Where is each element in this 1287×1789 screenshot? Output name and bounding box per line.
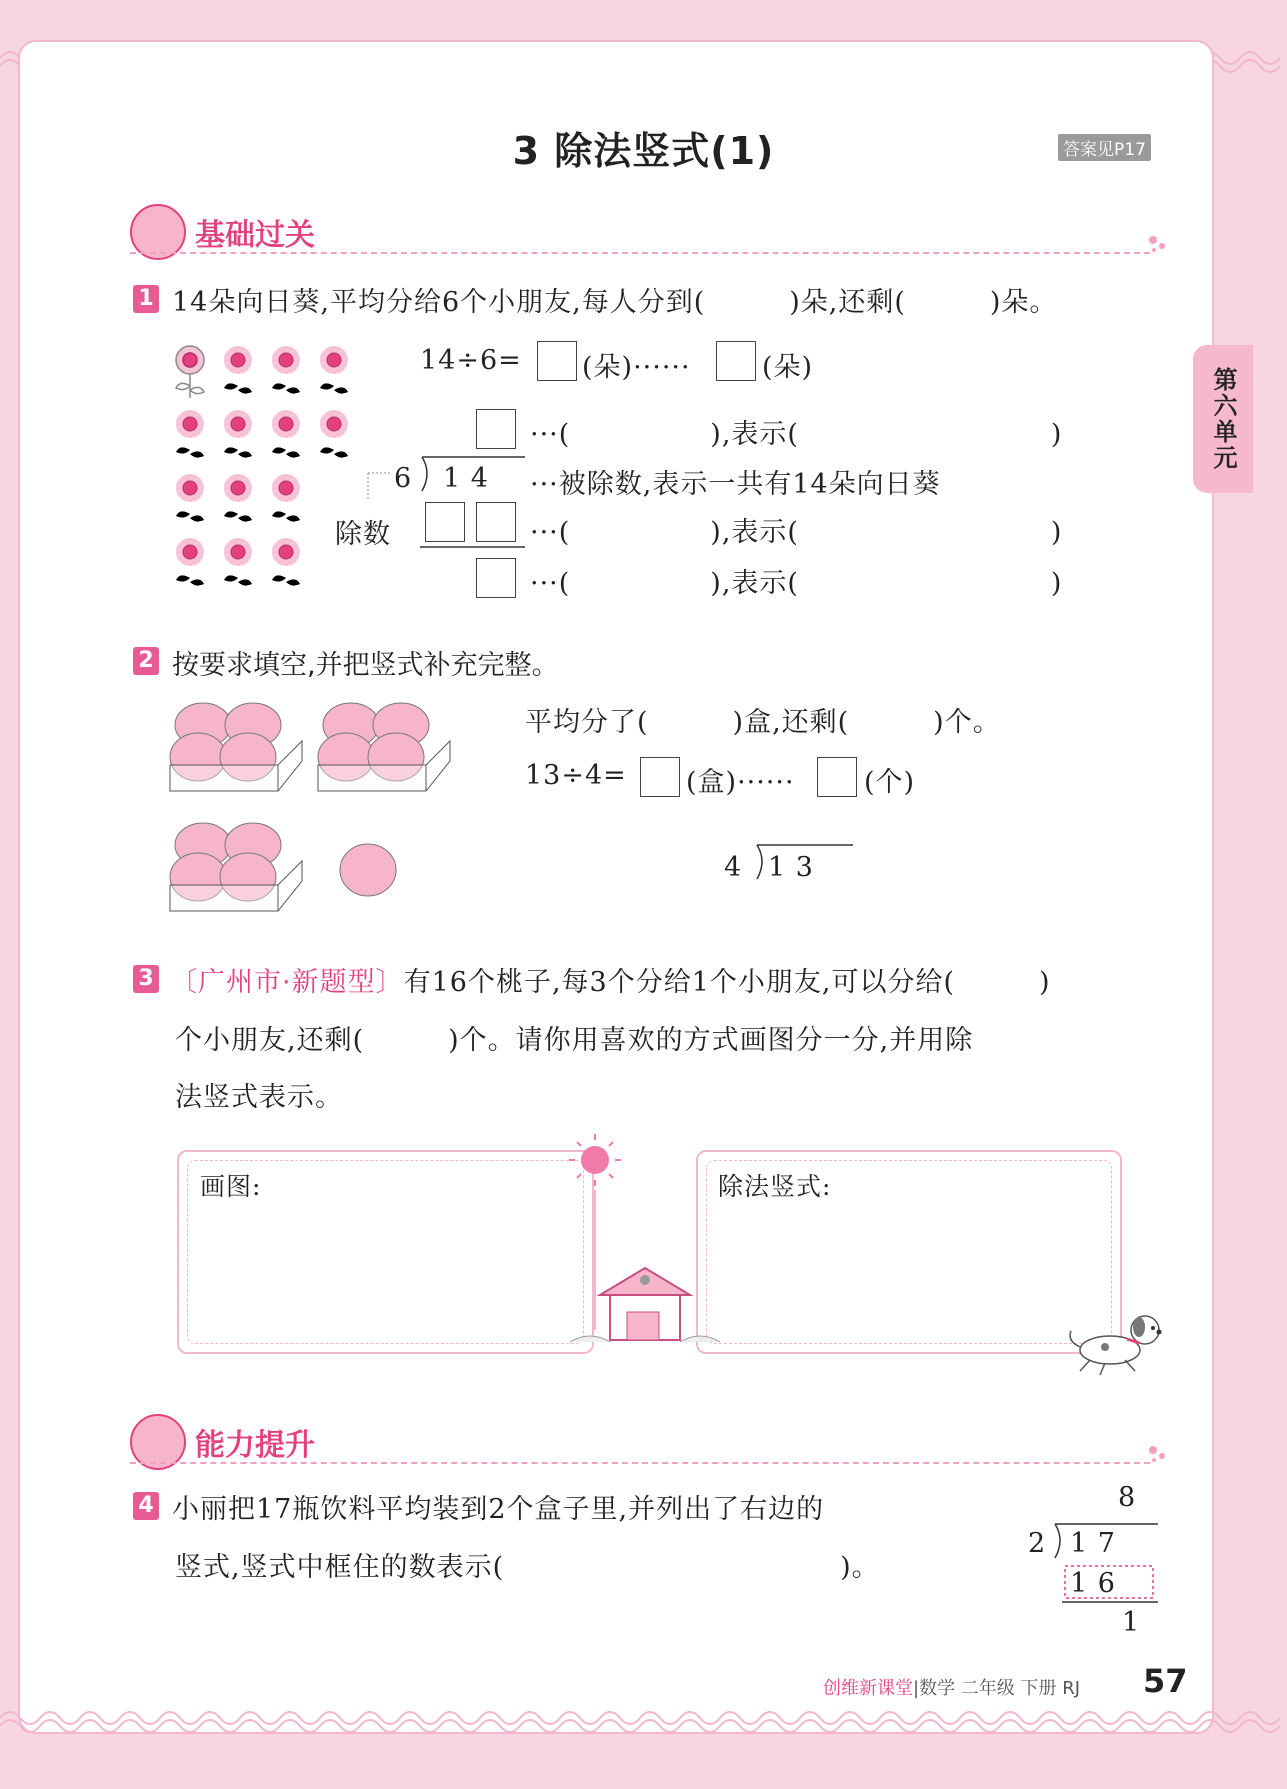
q2-remainder-box[interactable]: [817, 757, 857, 797]
q2-dividend: 1 3: [768, 852, 814, 883]
section-divider: [130, 252, 1150, 254]
footer-brand: 创维新课堂: [823, 1678, 913, 1699]
q2-quotient-box[interactable]: [640, 757, 680, 797]
bottom-wave-border: [0, 1704, 1287, 1744]
section-heading-basic: 基础过关: [195, 218, 315, 253]
q1-quotient-box[interactable]: [537, 341, 577, 381]
footer-subject: |数学 二年级 下册 RJ: [913, 1678, 1081, 1699]
q3-line2: 个小朋友,还剩( )个。请你用喜欢的方式画图分一分,并用除: [175, 1025, 974, 1056]
q1-divisor-label: 除数: [335, 519, 391, 550]
question-number-4: 4: [133, 1492, 159, 1520]
q4-line2: 竖式,竖式中框住的数表示( )。: [175, 1552, 880, 1583]
q1-text: 14朵向日葵,平均分给6个小朋友,每人分到( )朵,还剩( )朵。: [172, 287, 1058, 318]
q1-product-tens-box[interactable]: [425, 502, 465, 542]
q1-row2-explain: ···被除数,表示一共有14朵向日葵: [530, 469, 941, 500]
q4-dividend: 1 7: [1070, 1528, 1116, 1559]
unit-tab: 第六单元: [1193, 345, 1253, 493]
section-heading-advanced: 能力提升: [195, 1428, 315, 1463]
dog-icon: [1065, 1305, 1170, 1380]
q2-divisor: 4: [724, 852, 743, 883]
house-sun-icon: [565, 1130, 725, 1365]
lesson-title: 3 除法竖式(1): [512, 129, 775, 173]
q4-product-boxed: 1 6: [1070, 1568, 1116, 1599]
answer-reference: 答案见P17: [1058, 134, 1151, 161]
q1-equation-unit1: (朵)······: [582, 352, 691, 383]
footer-info: [823, 1674, 1080, 1700]
q1-div-quotient-box[interactable]: [476, 409, 516, 449]
q3-source-tag: 〔广州市·新题型〕: [170, 967, 404, 998]
q3-line3: 法竖式表示。: [175, 1082, 343, 1113]
q2-equation-unit2: (个): [864, 767, 916, 798]
sunflowers-image: [170, 340, 370, 605]
peach-boxes-image: [168, 695, 468, 925]
q3-division-label: 除法竖式:: [718, 1172, 832, 1201]
question-number-3: 3: [133, 965, 159, 993]
q1-row1-explain: ···( ),表示( ): [530, 419, 1063, 450]
q4-divisor: 2: [1028, 1528, 1047, 1559]
q3-line1: 有16个桃子,每3个分给1个小朋友,可以分给( ): [403, 967, 1051, 998]
q1-equation-left: 14÷6=: [420, 345, 522, 376]
q1-row4-explain: ···( ),表示( ): [530, 568, 1063, 599]
q4-quotient: 8: [1118, 1482, 1137, 1513]
q4-remainder: 1: [1122, 1607, 1141, 1638]
q2-equation-unit1: (盒)······: [686, 767, 795, 798]
question-number-1: 1: [133, 285, 159, 313]
q1-dividend: 1 4: [443, 463, 489, 494]
q3-line1-container: [170, 960, 1051, 999]
q1-equation-unit2: (朵): [762, 352, 814, 383]
q2-text: 按要求填空,并把竖式补充完整。: [172, 650, 559, 681]
dots-icon: [1148, 234, 1168, 254]
q1-product-ones-box[interactable]: [476, 502, 516, 542]
q1-divisor: 6: [394, 463, 413, 494]
q1-remainder-box[interactable]: [716, 341, 756, 381]
section-divider: [130, 1462, 1150, 1464]
q4-line1: 小丽把17瓶饮料平均装到2个盒子里,并列出了右边的: [172, 1494, 825, 1525]
question-number-2: 2: [133, 647, 159, 675]
q3-draw-label: 画图:: [200, 1172, 262, 1201]
q1-remainder-row-box[interactable]: [476, 558, 516, 598]
dots-icon: [1148, 1444, 1168, 1464]
q2-line1: 平均分了( )盒,还剩( )个。: [525, 707, 1001, 738]
q2-equation-left: 13÷4=: [525, 760, 627, 791]
q1-row3-explain: ···( ),表示( ): [530, 517, 1063, 548]
page-number: 57: [1143, 1662, 1188, 1700]
